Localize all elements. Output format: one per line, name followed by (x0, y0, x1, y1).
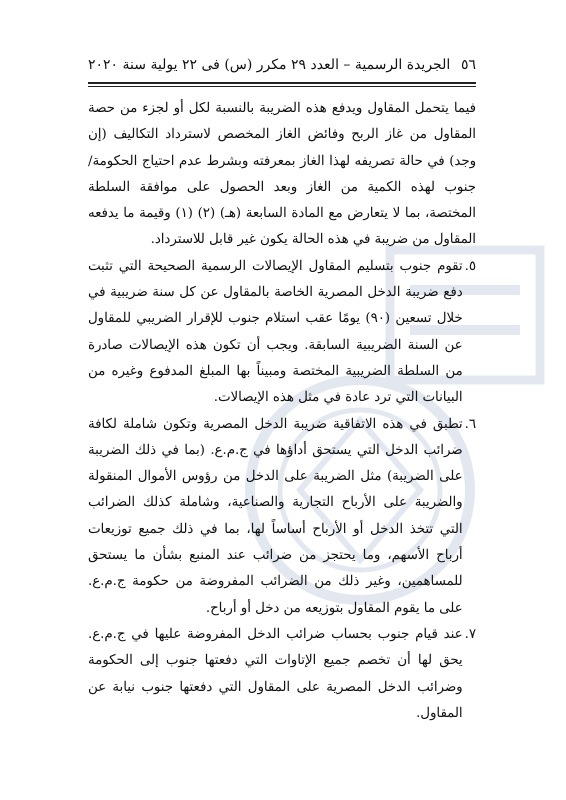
list-item-text: تقوم جنوب بتسليم المقاول الإيصالات الرسمية الصحيحة التي تثبت دفع ضريبة الدخل المصرية الخاصة بالمقاول عن كل سنة ضريبية في خلال تسعين (٩٠) يومًا عقب استلام جنوب للإقرار الضريبي للمقاول عن السنة الضريبية السابقة. ويجب أن تكون هذه الإيصالات صادرة من السلطة الضريبية المختصة ومبيناً بها المبلغ المدفوع وغيره من البيانات التي ترد عادة في مثل هذه الإيصالات. (88, 258, 463, 406)
header-divider (88, 82, 476, 87)
list-item-number: ٧. (464, 626, 476, 642)
list-item-text: عند قيام جنوب بحساب ضرائب الدخل المفروضة عليها في ج.م.ع. يحق لها أن تخصم جميع الإتاوات التي دفعتها جنوب إلى الحكومة وضرائب الدخل المصرية على المقاول التي دفعتها جنوب نيابة عن المقاول. (88, 626, 463, 721)
list-item (88, 622, 476, 727)
intro-paragraph: فيما يتحمل المقاول ويدفع هذه الضريبة بالنسبة لكل أو لجزء من حصة المقاول من غاز الربح وفائض الغاز المخصص لاسترداد التكاليف (إن وجد) في حالة تصريفه لهذا الغاز بمعرفته وبشرط عدم احتياج الحكومة/جنوب لهذه الكمية من الغاز وبعد الحصول على موافقة السلطة المختصة، بما لا يتعارض مع المادة السابعة (هـ) (٢) (١) وقيمة ما يدفعه المقاول من ضريبة في هذه الحالة يكون غير قابل للاسترداد. (88, 101, 476, 248)
page-number: ٥٦ (460, 57, 476, 73)
page-header (88, 50, 476, 80)
list-item (88, 254, 476, 412)
gazette-title: الجريدة الرسمية – العدد ٢٩ مكرر (س) فى ٢٢ يولية سنة ٢٠٢٠ (88, 57, 451, 73)
list-item-number: ٥. (464, 258, 476, 274)
document-body (88, 96, 476, 727)
list-item (88, 412, 476, 622)
list-item-text: تطبق في هذه الاتفاقية ضريبة الدخل المصرية وتكون شاملة لكافة ضرائب الدخل التي يستحق أداؤها في ج.م.ع. (بما في ذلك الضريبة على الضريبة) مثل الضريبة على الدخل من رؤوس الأموال المنقولة والضريبة على الأرباح التجارية والصناعية، وشاملة كذلك الضرائب التي تتخذ الدخل أو الأرباح أساساً لها، بما في ذلك جميع توزيعات أرباح الأسهم، وما يحتجز من ضرائب عند المنبع بشأن ما يستحق للمساهمين، وغير ذلك من الضرائب المفروضة من حكومة ج.م.ع. على ما يقوم المقاول بتوزيعه من دخل أو أرباح. (88, 416, 463, 616)
list-item-number: ٦. (464, 416, 476, 432)
